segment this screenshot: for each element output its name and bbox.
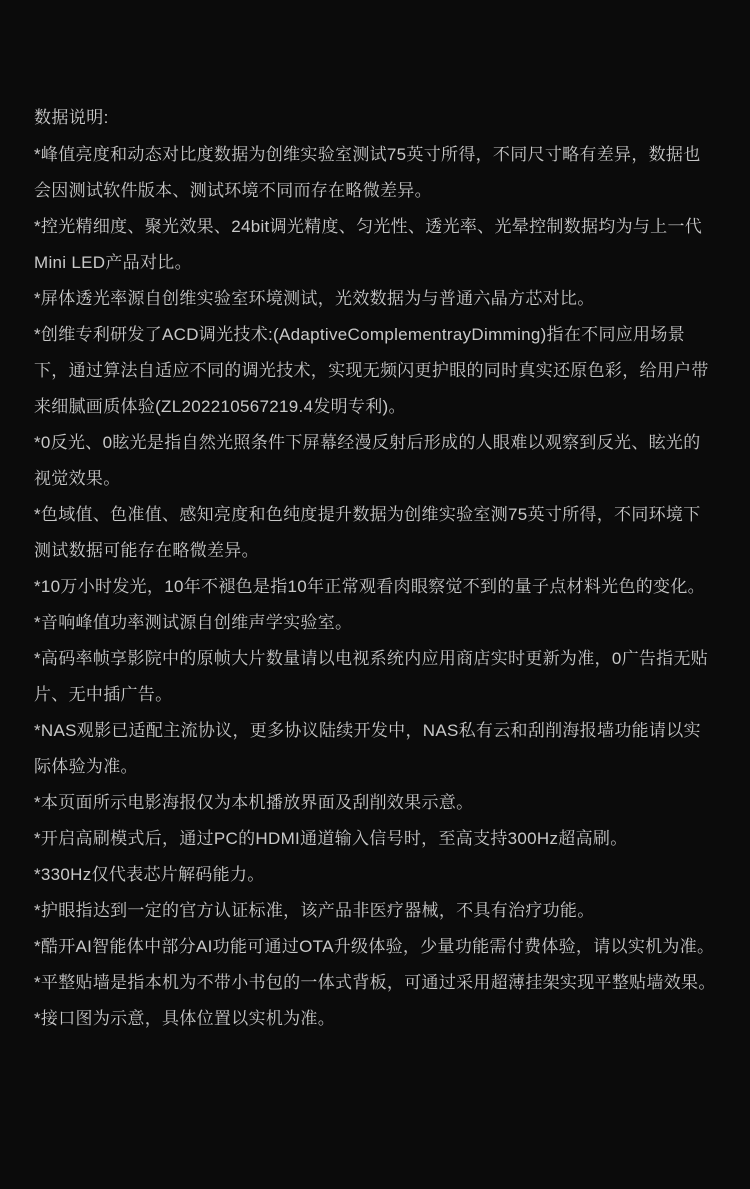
note-item: *高码率帧享影院中的原帧大片数量请以电视系统内应用商店实时更新为准，0广告指无贴片、无中插广告。: [34, 649, 709, 704]
note-item: *0反光、0眩光是指自然光照条件下屏幕经漫反射后形成的人眼难以观察到反光、眩光的视觉效果。: [34, 433, 701, 488]
note-item: *屏体透光率源自创维实验室环境测试，光效数据为与普通六晶方芯对比。: [34, 289, 595, 308]
note-item: *酷开AI智能体中部分AI功能可通过OTA升级体验，少量功能需付费体验，请以实机为准。: [34, 937, 715, 956]
note-item: *护眼指达到一定的官方认证标准，该产品非医疗器械，不具有治疗功能。: [34, 901, 595, 920]
note-item: *本页面所示电影海报仅为本机播放界面及刮削效果示意。: [34, 793, 474, 812]
note-item: *NAS观影已适配主流协议，更多协议陆续开发中，NAS私有云和刮削海报墙功能请以实际体验为准。: [34, 721, 701, 776]
note-item: *峰值亮度和动态对比度数据为创维实验室测试75英寸所得，不同尺寸略有差异，数据也会因测试软件版本、测试环境不同而存在略微差异。: [34, 145, 701, 200]
note-item: *接口图为示意，具体位置以实机为准。: [34, 1009, 336, 1028]
note-item: *330Hz仅代表芯片解码能力。: [34, 865, 265, 884]
page-title: 数据说明:: [34, 108, 109, 127]
note-item: *开启高刷模式后，通过PC的HDMI通道输入信号时，至高支持300Hz超高刷。: [34, 829, 628, 848]
note-item: *创维专利研发了ACD调光技术:(AdaptiveComplementrayDimming)指在不同应用场景下，通过算法自适应不同的调光技术，实现无频闪更护眼的同时真实还原色彩，给用户带来细腻画质体验(ZL202210567219.4发明专利)。: [34, 325, 709, 416]
note-item: *平整贴墙是指本机为不带小书包的一体式背板，可通过采用超薄挂架实现平整贴墙效果。: [34, 973, 716, 992]
note-item: *色域值、色准值、感知亮度和色纯度提升数据为创维实验室测75英寸所得，不同环境下测试数据可能存在略微差异。: [34, 505, 701, 560]
note-item: *10万小时发光，10年不褪色是指10年正常观看肉眼察觉不到的量子点材料光色的变化。: [34, 577, 705, 596]
note-item: *音响峰值功率测试源自创维声学实验室。: [34, 613, 353, 632]
disclaimer-block: [34, 100, 716, 1037]
note-item: *控光精细度、聚光效果、24bit调光精度、匀光性、透光率、光晕控制数据均为与上一代Mini LED产品对比。: [34, 217, 703, 272]
